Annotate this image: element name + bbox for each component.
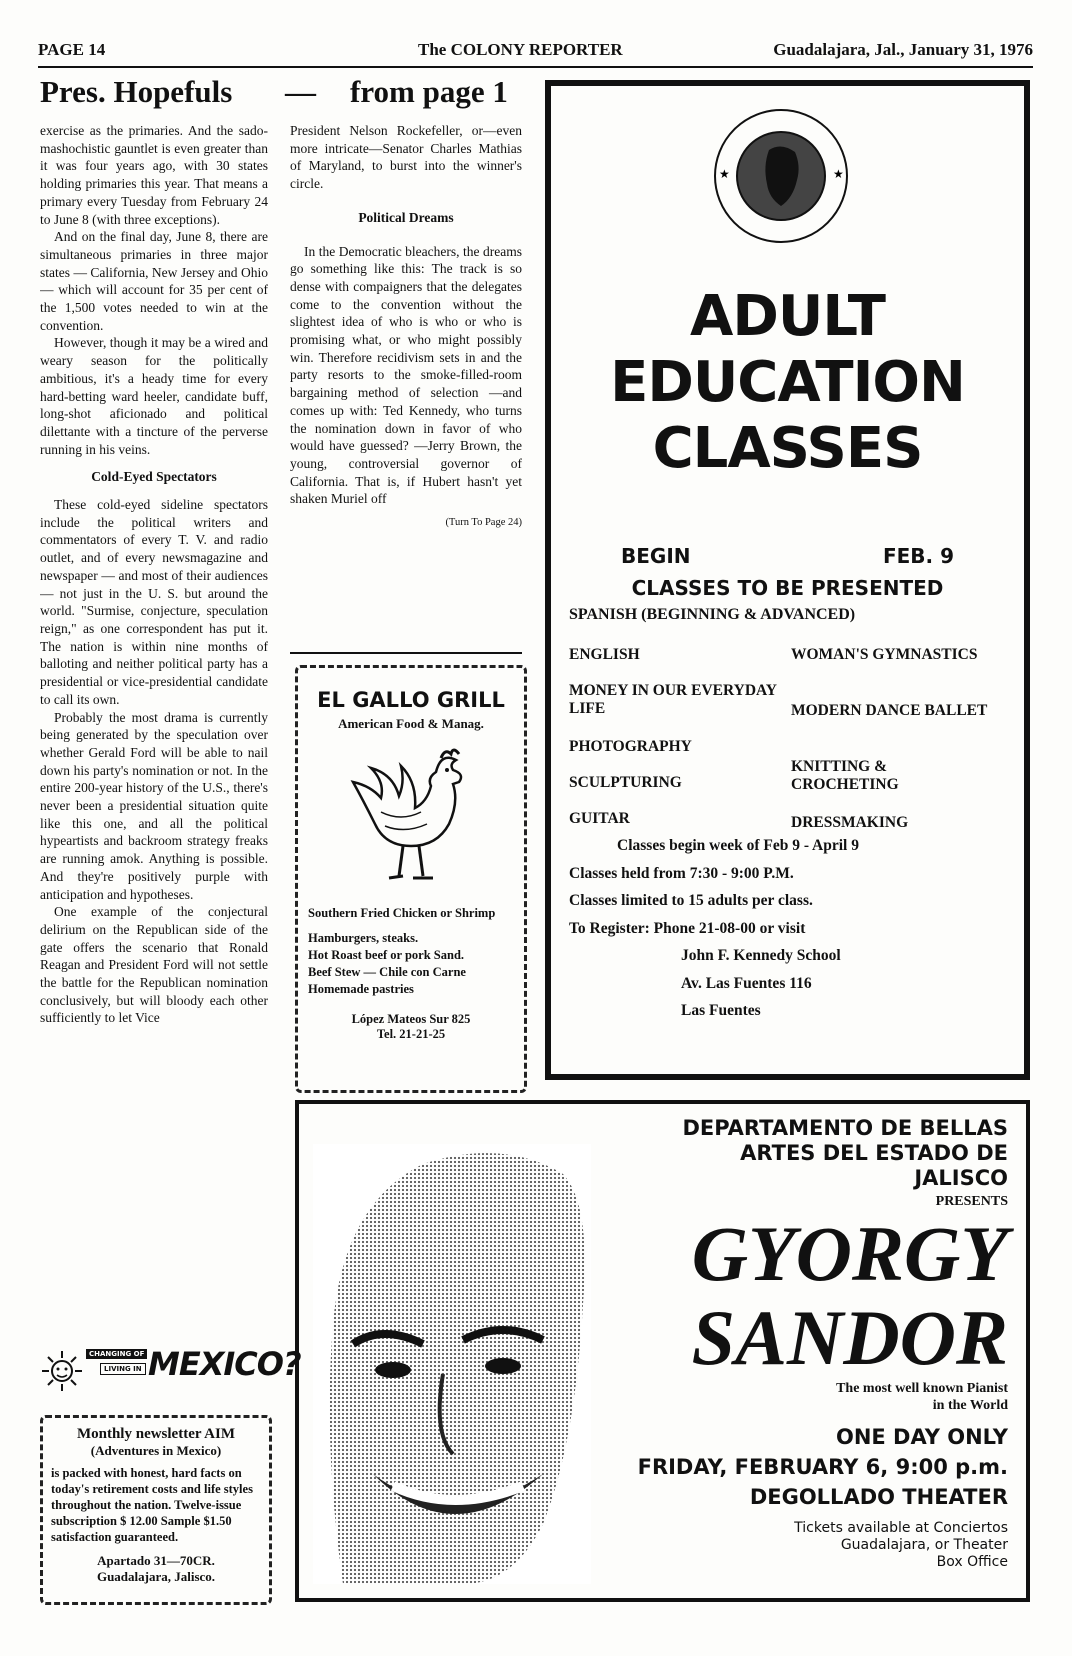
presenter-line: ARTES DEL ESTADO DE (740, 1141, 1008, 1165)
newsletter-city: Guadalajara, Jalisco. (96, 1569, 216, 1584)
article-column-1 (40, 122, 268, 1334)
subhead-cold-eyed: Cold-Eyed Spectators (91, 469, 217, 485)
menu-item: Hot Roast beef or pork Sand. (308, 948, 465, 962)
headline-right: from page 1 (350, 74, 508, 109)
mexico-newsletter-box (40, 1415, 272, 1605)
presenter-line: DEPARTAMENTO DE BELLAS (682, 1116, 1008, 1140)
concert-date: FRIDAY, FEBRUARY 6, 9:00 p.m. (637, 1455, 1008, 1479)
performer-last-name: SANDOR (691, 1294, 1008, 1381)
newsletter-title: Monthly newsletter AIM (76, 1426, 236, 1442)
newsletter-address: Apartado 31—70CR. (97, 1553, 215, 1568)
class-item: SCULPTURING (569, 774, 682, 791)
restaurant-tagline: American Food & Manag. (338, 716, 484, 731)
headline-left: Pres. Hopefuls (40, 74, 233, 109)
mexico-ad-banner (40, 1345, 301, 1405)
rooster-icon (341, 742, 481, 892)
newsletter-body: is packed with honest, hard facts on today's retirement costs and life styles throughout the nation. Twelve-issue subscription $ 12.00 Sample $1.50 satisfaction guaranteed. (51, 1466, 253, 1544)
newsletter-subtitle: (Adventures in Mexico) (90, 1443, 222, 1458)
article-paragraph: exercise as the primaries. And the sado-mashochistic gauntlet is even greater than it was four years ago, with 30 states holding primaries this year. That means a primary every Tuesday from February 24 to June 8 (with three exceptions). (40, 123, 268, 227)
ad-heading-adult: ADULT (690, 284, 885, 349)
school-address-line: John F. Kennedy School (681, 947, 841, 964)
concert-venue: DEGOLLADO THEATER (749, 1485, 1008, 1509)
article-column-2 (290, 122, 522, 532)
dateline: Guadalajara, Jal., January 31, 1976 (773, 40, 1033, 59)
mexico-ad-small-label: LIVING IN (100, 1363, 146, 1375)
mexico-ad-title: MEXICO? (148, 1345, 301, 1383)
mexico-ad-small-label: CHANGING OF (86, 1349, 147, 1359)
ticket-info: Guadalajara, or Theater (840, 1537, 1008, 1553)
one-day-only: ONE DAY ONLY (835, 1425, 1008, 1449)
class-item: MONEY IN OUR EVERYDAY LIFE (569, 682, 777, 717)
el-gallo-grill-ad (295, 665, 527, 1093)
performer-description: in the World (932, 1398, 1008, 1413)
masthead (38, 38, 1033, 68)
info-line: To Register: Phone 21-08-00 or visit (569, 919, 806, 937)
article-paragraph: Probably the most drama is currently being generated by the speculation over whether Gerald Ford will be able to nail down his party's nomination or not. In the entire 200-year history of the U.S., there's never been a presidential situation quite like this one, and all the political hypeartists and backroom strategy freaks are running amok. Anything is possible. And they're positively purple with anticipation and hypotheses. (40, 709, 268, 902)
school-address-line: Las Fuentes (681, 1002, 761, 1019)
pianist-portrait-icon (313, 1144, 591, 1584)
article-paragraph: In the Democratic bleachers, the dreams go something like this: The track is so dense with compaigners that the delegates come to the convention without the slightest idea of who is who or who is promising what, or who might possibly win. Therefore recidivism sets in and the party resorts to the smoke-filled-room bargaining method of selection —and comes up with: Ted Kennedy, who turns the nomination down in favor of who would have guessed? —Jerry Brown, the young, controversial governor of California. That is, if Hubert hasn't yet shaken Muriel off (290, 243, 522, 507)
ad-heading-education: EDUCATION (610, 350, 965, 415)
school-seal-icon (711, 106, 851, 246)
classes-presented-label: CLASSES TO BE PRESENTED (631, 576, 944, 600)
restaurant-name: EL GALLO GRILL (317, 688, 505, 712)
ticket-info: Tickets available at Conciertos (794, 1520, 1008, 1536)
svg-text:★: ★ (833, 167, 844, 181)
sun-icon (40, 1349, 84, 1393)
menu-item: Hamburgers, steaks. (308, 931, 419, 945)
class-item: PHOTOGRAPHY (569, 738, 692, 755)
headline-dash: — (285, 74, 316, 109)
subhead-political-dreams: Political Dreams (358, 209, 454, 225)
svg-text:★: ★ (719, 167, 730, 181)
begin-label: BEGIN (621, 544, 691, 568)
class-item: GUITAR (569, 810, 630, 827)
restaurant-address: López Mateos Sur 825 (351, 1012, 471, 1026)
article-paragraph: President Nelson Rockefeller, or—even more intricate—Senator Charles Mathias of Maryland, to burst into the winner's circle. (290, 123, 522, 192)
info-line: Classes limited to 15 adults per class. (569, 892, 813, 909)
class-item: WOMAN'S GYMNASTICS (791, 646, 978, 663)
adult-education-ad (545, 80, 1030, 1080)
restaurant-phone: Tel. 21-21-25 (376, 1027, 446, 1041)
class-spanish: SPANISH (BEGINNING & ADVANCED) (569, 606, 856, 623)
article-paragraph: And on the final day, June 8, there are simultaneous primaries in three major states — California, New Jersey and Ohio — which will account for 35 per cent of the 1,500 votes needed to win at the convention. (40, 229, 268, 333)
school-address-line: Av. Las Fuentes 116 (681, 974, 812, 992)
menu-item: Beef Stew — Chile con Carne (308, 965, 466, 979)
class-item: ENGLISH (569, 646, 640, 663)
class-list-right (791, 646, 991, 844)
class-item: KNITTING & CROCHETING (791, 758, 899, 793)
menu-item: Southern Fried Chicken or Shrimp (308, 906, 496, 920)
presenter-line: JALISCO (914, 1166, 1008, 1190)
article-paragraph: However, though it may be a wired and weary season for the politically ambitious, it's a heady time for every hard-betting ward heeler, candidate buff, long-shot aficionado and political dilettante with a tincture of the perverse running in his veins. (40, 335, 268, 457)
performer-first-name: GYORGY (691, 1210, 1008, 1297)
column-divider (290, 652, 522, 654)
page-number: PAGE 14 (38, 40, 106, 59)
class-item: MODERN DANCE BALLET (791, 702, 988, 719)
class-item: DRESSMAKING (791, 814, 909, 831)
gyorgy-sandor-concert-ad (295, 1100, 1030, 1602)
article-paragraph: One example of the conjectural delirium on the Republican side of the gate offers the scenario that Ronald Reagan and President Ford will not settle the battle for the Republican nomination conclusively, but will bloody each other sufficiently to let Vice (40, 904, 268, 1026)
ad-heading-classes: CLASSES (652, 416, 923, 481)
menu-item: Homemade pastries (308, 982, 414, 996)
info-line: Classes held from 7:30 - 9:00 P.M. (569, 864, 794, 882)
info-line: Classes begin week of Feb 9 - April 9 (617, 837, 859, 854)
article-paragraph: These cold-eyed sideline spectators include the political writers and commentators of every T. V. and radio outlet, and of every newsmagazine and newspaper — and most of their audiences — not just in the U. S. but around the world. "Surmise, conjecture, speculation reign," as one correspondent has put it. The nation is within nine months of balloting and neither political party has a presidential or vice-presidential candidate to call its own. (40, 497, 268, 707)
class-info (569, 832, 1019, 1025)
begin-date: FEB. 9 (882, 544, 954, 568)
turn-to-page: (Turn To Page 24) (445, 517, 522, 529)
newspaper-name: The COLONY REPORTER (418, 40, 623, 59)
ticket-info: Box Office (936, 1554, 1008, 1570)
presents-label: PRESENTS (935, 1194, 1008, 1209)
class-list-left (569, 646, 779, 846)
performer-description: The most well known Pianist (836, 1381, 1008, 1396)
